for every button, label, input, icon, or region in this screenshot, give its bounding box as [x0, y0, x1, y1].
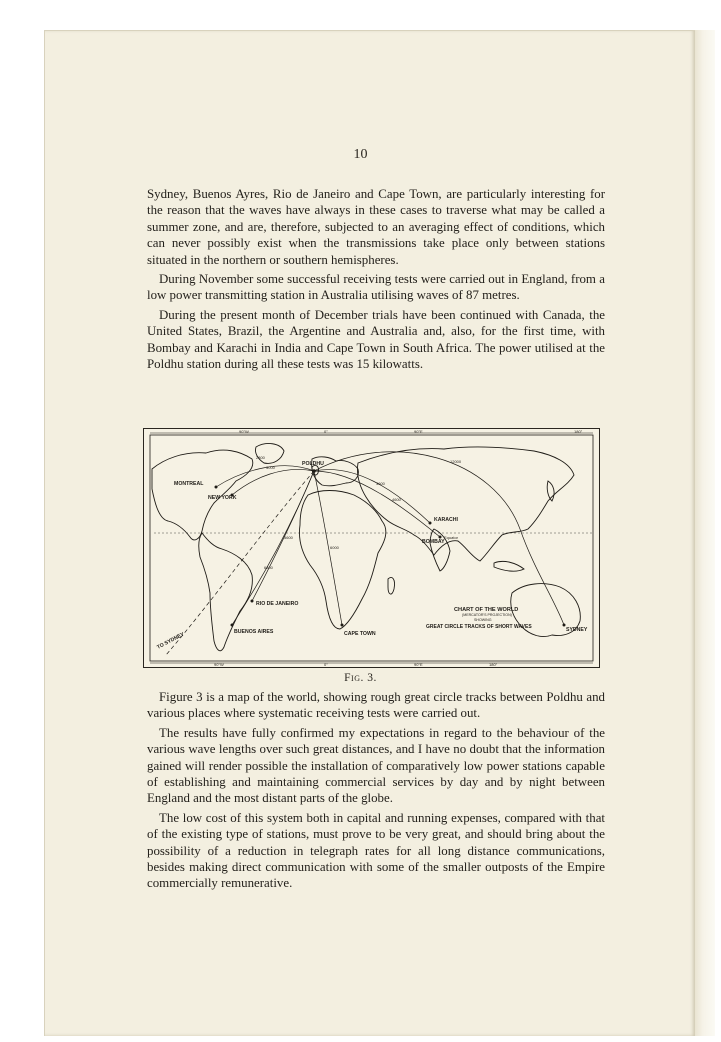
track-label-montreal: 2800 [256, 455, 265, 460]
map-subtitle-showing: SHOWING [474, 618, 492, 622]
world-map-svg [144, 429, 599, 667]
bottom-tick-1: 90°W [214, 662, 224, 667]
label-montreal: MONTREAL [174, 481, 204, 487]
map-subtitle-tracks: GREAT CIRCLE TRACKS OF SHORT WAVES [426, 624, 532, 630]
track-label-rio: 5600 [284, 535, 293, 540]
top-tick-1: 90°W [239, 429, 249, 434]
paragraph-november-tests: During November some successful receiving tests were carried out in England, from a low power transmitting station in Australia utilising waves of 87 metres. [147, 272, 605, 303]
paragraph-continuation: Sydney, Buenos Ayres, Rio de Janeiro and Cape Town, are particularly interesting for the reason that the waves have always in these cases to traverse what may be called a summer zone, and are, therefore, subjected to an averaging effect of conditions, which can never possibly exist when the transmissions take place only between stations situated in the northern or southern hemispheres. [147, 187, 605, 267]
page-number: 10 [353, 147, 368, 162]
east-indies [494, 561, 524, 571]
africa [299, 491, 385, 630]
page-edge-shadow [695, 30, 715, 1036]
label-buenos-aires: BUENOS AIRES [234, 629, 274, 635]
track-to-sydney-west [166, 471, 314, 655]
track-label-new-york: 3000 [266, 465, 275, 470]
label-new-york: NEW YORK [208, 495, 237, 501]
track-montreal [216, 466, 314, 487]
rio-marker [251, 600, 254, 603]
figure-caption: Fig. 3. [344, 672, 377, 684]
map-title: CHART OF THE WORLD [454, 607, 519, 613]
madagascar [388, 577, 395, 594]
karachi-marker [429, 522, 432, 525]
greenland [255, 444, 284, 464]
poldhu-marker [312, 469, 316, 473]
label-to-sydney: TO SYDNEY [156, 631, 186, 651]
top-text-block [147, 186, 605, 375]
top-tick-3: 90°E [414, 429, 423, 434]
paragraph-figure-description: Figure 3 is a map of the world, showing rough great circle tracks between Poldhu and various places where systematic receiving tests were carried out. [147, 690, 605, 721]
paragraph-results: The results have fully confirmed my expectations in regard to the behaviour of the various wave lengths over such great distances, and I have no doubt that the information gained will render possible the installation of comparatively low power stations capable of establishing and maintaining commercial services by day and by night between England and the most distant parts of the globe. [147, 725, 605, 806]
track-label-cape-town: 6000 [330, 545, 339, 550]
top-tick-2: 0° [324, 429, 328, 434]
montreal-marker [215, 486, 218, 489]
bottom-text-block [147, 689, 605, 895]
bottom-tick-4: 180° [489, 662, 498, 667]
label-rio: RIO DE JANEIRO [256, 601, 299, 607]
paragraph-low-cost: The low cost of this system both in capital and running expenses, compared with that of the existing type of stations, must prove to be very great, and should bring about the possibility of a reduction in telegraph rates for all long distance communications, besides making direct communication with some of the smaller outposts of the Empire commercially remunerative. [147, 810, 605, 891]
bottom-tick-3: 90°E [414, 662, 423, 667]
label-poldhu: POLDHU [302, 461, 324, 467]
world-map-figure [143, 428, 600, 668]
top-tick-4: 180° [574, 429, 583, 434]
track-label-karachi: 3600 [376, 481, 385, 486]
map-subtitle-projection: (MERCATOR'S PROJECTION) [462, 613, 512, 617]
continent-outlines [152, 444, 580, 651]
bottom-tick-2: 0° [324, 662, 328, 667]
track-label-buenos-aires: 6800 [264, 565, 273, 570]
buenos-aires-marker [231, 624, 234, 627]
cape-town-marker [341, 624, 344, 627]
label-karachi: KARACHI [434, 517, 458, 523]
label-bombay: BOMBAY [422, 539, 445, 545]
track-rio [252, 471, 314, 601]
asia [357, 447, 574, 561]
label-equator: Equator [444, 535, 459, 540]
track-label-sydney: 12000 [450, 459, 462, 464]
north-america [152, 450, 253, 540]
paragraph-december-trials: During the present month of December trials have been continued with Canada, the United States, Brazil, the Argentine and Australia and, also, for the first time, with Bombay and Karachi in India and Cape Town in South Africa. The power utilised at the Poldhu station during all these tests was 15 kilowatts. [147, 307, 605, 372]
label-sydney: SYDNEY [566, 627, 588, 633]
track-karachi [314, 470, 430, 523]
label-cape-town: CAPE TOWN [344, 631, 376, 637]
track-label-bombay: 4600 [392, 497, 401, 502]
